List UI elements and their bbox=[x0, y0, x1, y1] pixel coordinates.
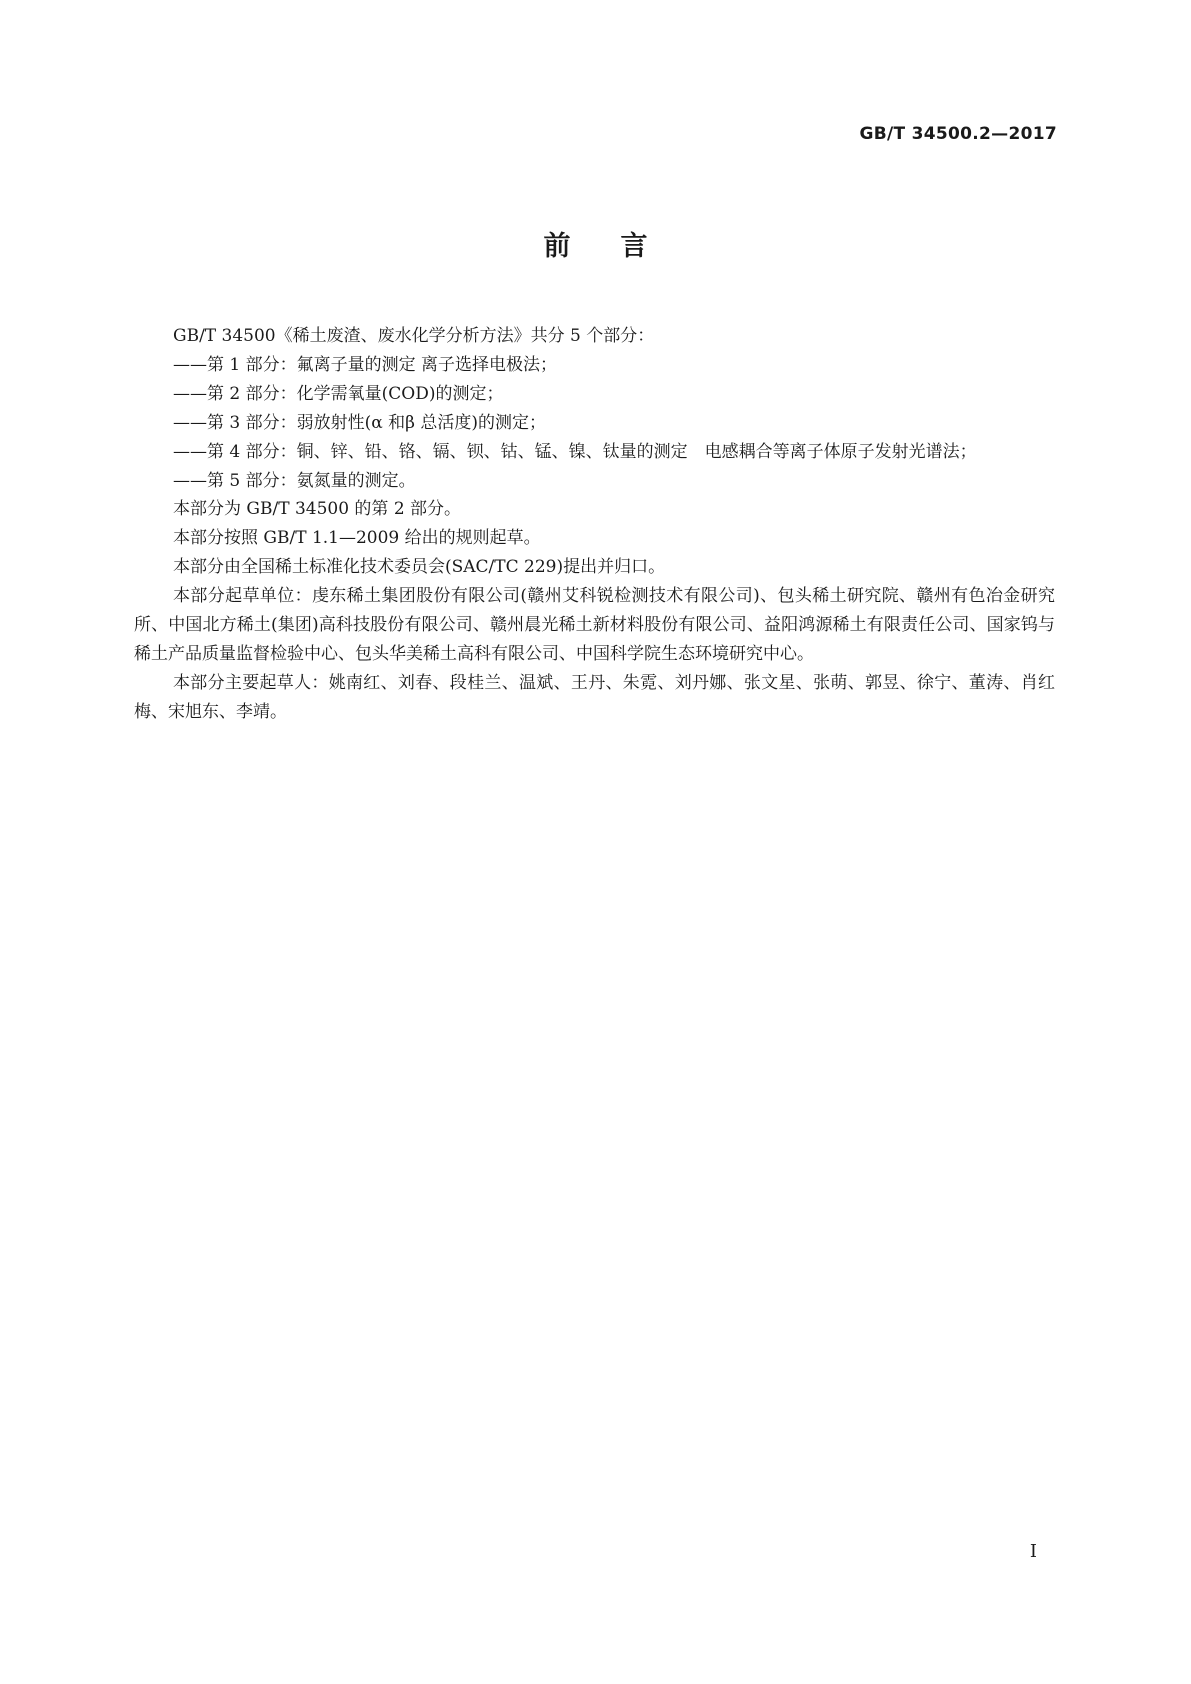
foreword-body bbox=[134, 322, 1055, 727]
paragraph-drafters: 本部分主要起草人：姚南红、刘春、段桂兰、温斌、王丹、朱霓、刘丹娜、张文星、张萌、郭昱、徐宁、董涛、肖红梅、宋旭东、李靖。 bbox=[134, 672, 1055, 722]
page-title: 前言 bbox=[543, 231, 698, 262]
paragraph-drafting-units: 本部分起草单位：虔东稀土集团股份有限公司(赣州艾科锐检测技术有限公司)、包头稀土研究院、赣州有色冶金研究所、中国北方稀土(集团)高科技股份有限公司、赣州晨光稀土新材料股份有限公司、益阳鸿源稀土有限责任公司、国家钨与稀土产品质量监督检验中心、包头华美稀土高科有限公司、中国科学院生态环境研究中心。 bbox=[134, 586, 1055, 664]
document-code: GB/T 34500.2—2017 bbox=[859, 124, 1057, 144]
paragraph-intro: GB/T 34500《稀土废渣、废水化学分析方法》共分 5 个部分： bbox=[173, 326, 655, 346]
paragraph-drafting-rules: 本部分按照 GB/T 1.1—2009 给出的规则起草。 bbox=[173, 528, 541, 549]
page-number: I bbox=[1029, 1541, 1037, 1562]
list-item-part-1: ——第 1 部分：氟离子量的测定 离子选择电极法； bbox=[173, 354, 558, 375]
list-item-part-5: ——第 5 部分：氨氮量的测定。 bbox=[173, 470, 416, 491]
list-item-part-2: ——第 2 部分：化学需氧量(COD)的测定； bbox=[173, 383, 504, 404]
list-item-part-3: ——第 3 部分：弱放射性(α 和β 总活度)的测定； bbox=[173, 412, 547, 433]
list-item-part-4: ——第 4 部分：铜、锌、铅、铬、镉、钡、钴、锰、镍、钛量的测定 电感耦合等离子体原子发射光谱法； bbox=[173, 441, 977, 462]
paragraph-proposer: 本部分由全国稀土标准化技术委员会(SAC/TC 229)提出并归口。 bbox=[173, 557, 666, 578]
paragraph-part-statement: 本部分为 GB/T 34500 的第 2 部分。 bbox=[173, 499, 462, 520]
